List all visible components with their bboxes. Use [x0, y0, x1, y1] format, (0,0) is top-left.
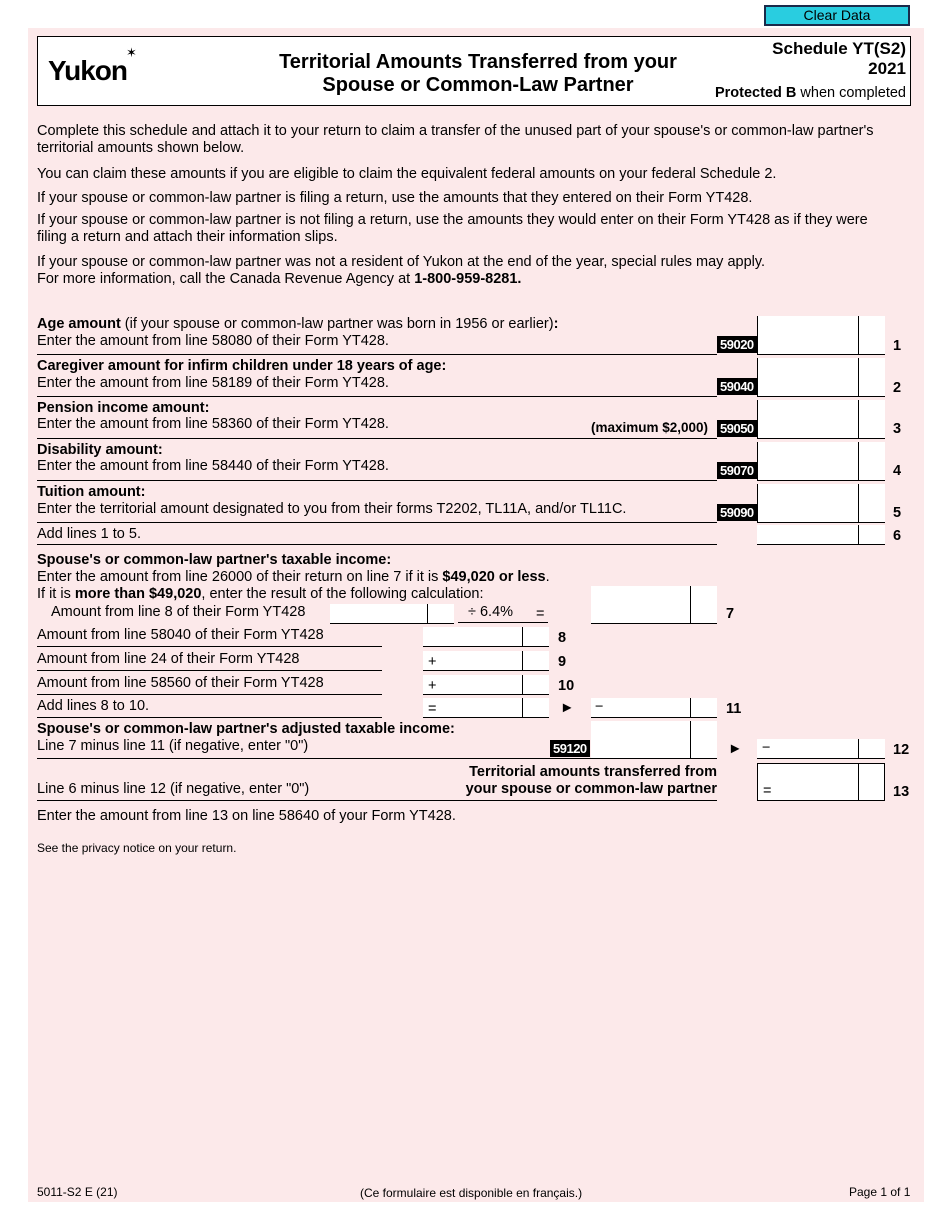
- line-3-code: 59050: [717, 420, 757, 437]
- line-5-title: Tuition amount:: [37, 484, 146, 500]
- line-6-number: 6: [893, 528, 902, 544]
- line-1-title: Age amount (if your spouse or common-law partner was born in 1956 or earlier):: [37, 316, 559, 332]
- line-2-cents-input[interactable]: [859, 358, 885, 397]
- line-2-amount-input[interactable]: [757, 358, 859, 397]
- line-3-rule: [37, 438, 717, 439]
- intro-paragraph-5: If your spouse or common-law partner was not a resident of Yukon at the end of the year, special rules may apply. For more information, call the Canada Revenue Agency at 1-800-959-8281.: [37, 254, 766, 287]
- line-13-amount-output[interactable]: [757, 763, 859, 801]
- line-2-rule: [37, 396, 717, 397]
- line-6-rule: [37, 544, 717, 545]
- line-7-calc-amount-input[interactable]: [330, 604, 428, 624]
- line-9-amount-input[interactable]: [423, 651, 523, 671]
- line-7-title: Spouse's or common-law partner's taxable income:: [37, 552, 392, 568]
- line-8-number: 8: [558, 630, 567, 646]
- line-10-rule: [37, 694, 382, 695]
- line-1-rule: [37, 354, 717, 355]
- line-11-label: Add lines 8 to 10.: [37, 698, 150, 714]
- line-13-cents-output[interactable]: [859, 763, 885, 801]
- line-11-minus: −: [595, 699, 604, 715]
- clear-data-button[interactable]: Clear Data: [764, 5, 910, 26]
- line-13-rule: [37, 800, 717, 801]
- line-12-calc-cents-input[interactable]: [691, 721, 717, 759]
- yukon-logo-star-icon: ✶: [126, 45, 137, 60]
- line-5-number: 5: [893, 505, 902, 521]
- line-11-sum-output[interactable]: [423, 698, 523, 718]
- line-3-maximum: (maximum $2,000): [591, 420, 709, 435]
- line-12-calc-amount-input[interactable]: [591, 721, 691, 759]
- line-1-amount-input[interactable]: [757, 316, 859, 355]
- line-3-instruction: Enter the amount from line 58360 of their Form YT428.: [37, 416, 389, 432]
- schedule-id: Schedule YT(S2) 2021: [772, 39, 906, 78]
- line-9-plus: +: [428, 654, 437, 670]
- line-9-label: Amount from line 24 of their Form YT428: [37, 651, 300, 667]
- line-11-rule: [37, 717, 382, 718]
- line-13-equals: =: [763, 783, 772, 799]
- line-6-label: Add lines 1 to 5.: [37, 526, 141, 542]
- form-title: Territorial Amounts Transferred from your Spouse or Common-Law Partner: [279, 51, 677, 96]
- intro-paragraph-1: Complete this schedule and attach it to your return to claim a transfer of the unused part of your spouse's or common-law partner's territorial amounts shown below.: [37, 123, 874, 156]
- line-12-minus: −: [762, 740, 771, 756]
- form-header: [37, 36, 911, 106]
- line-10-label: Amount from line 58560 of their Form YT428: [37, 675, 324, 691]
- line-8-amount-input[interactable]: [423, 627, 523, 647]
- line-11-arrow-icon: ►: [560, 700, 575, 716]
- line-10-amount-input[interactable]: [423, 675, 523, 695]
- line-7-divisor-rule: [458, 622, 548, 623]
- protected-notice: Protected B when completed: [714, 85, 906, 101]
- line-13-title: Territorial amounts transferred from your spouse or common-law partner: [465, 764, 717, 797]
- line-12-arrow-icon: ►: [728, 741, 743, 757]
- line-7-calc-equals: =: [536, 606, 545, 622]
- line-12-amount-input[interactable]: [757, 739, 859, 759]
- line-1-instruction: Enter the amount from line 58080 of their Form YT428.: [37, 333, 389, 349]
- line-7-amount-input[interactable]: [591, 586, 691, 624]
- line-3-amount-input[interactable]: [757, 400, 859, 439]
- line-2-number: 2: [893, 380, 902, 396]
- line-2-instruction: Enter the amount from line 58189 of their Form YT428.: [37, 375, 389, 391]
- line-9-rule: [37, 670, 382, 671]
- line-6-cents-output[interactable]: [859, 525, 885, 545]
- line-6-amount-output[interactable]: [757, 525, 859, 545]
- line-3-title: Pension income amount:: [37, 400, 210, 416]
- line-12-rule: [37, 758, 717, 759]
- line-8-rule: [37, 646, 382, 647]
- line-12-code: 59120: [550, 740, 590, 757]
- line-1-code: 59020: [717, 336, 757, 353]
- line-5-cents-input[interactable]: [859, 484, 885, 523]
- line-5-code: 59090: [717, 504, 757, 521]
- line-4-rule: [37, 480, 717, 481]
- line-4-cents-input[interactable]: [859, 442, 885, 481]
- line-12-title: Spouse's or common-law partner's adjusted taxable income:: [37, 721, 455, 737]
- page-number: Page 1 of 1: [849, 1185, 911, 1199]
- line-7-cents-input[interactable]: [691, 586, 717, 624]
- line-13-number: 13: [893, 784, 910, 800]
- line-11-cents-input[interactable]: [691, 698, 717, 718]
- yukon-logo: Yukon: [48, 55, 128, 86]
- intro-paragraph-2: You can claim these amounts if you are eligible to claim the equivalent federal amounts on your federal Schedule 2.: [37, 166, 777, 182]
- line-4-instruction: Enter the amount from line 58440 of their Form YT428.: [37, 458, 389, 474]
- line-11-amount-input[interactable]: [591, 698, 691, 718]
- privacy-notice: See the privacy notice on your return.: [37, 841, 237, 855]
- line-4-amount-input[interactable]: [757, 442, 859, 481]
- line-8-label: Amount from line 58040 of their Form YT428: [37, 627, 324, 643]
- line-3-cents-input[interactable]: [859, 400, 885, 439]
- line-7-instruction: Enter the amount from line 26000 of their return on line 7 if it is $49,020 or less.: [37, 569, 550, 585]
- line-5-amount-input[interactable]: [757, 484, 859, 523]
- line-4-title: Disability amount:: [37, 442, 163, 458]
- form-id: 5011-S2 E (21): [37, 1185, 118, 1199]
- intro-paragraph-3: If your spouse or common-law partner is filing a return, use the amounts that they entered on their Form YT428.: [37, 190, 753, 206]
- line-7-divisor: ÷ 6.4%: [468, 604, 514, 620]
- line-10-cents-input[interactable]: [523, 675, 549, 695]
- line-7-condition: If it is more than $49,020, enter the result of the following calculation:: [37, 586, 484, 602]
- line-1-cents-input[interactable]: [859, 316, 885, 355]
- french-notice: (Ce formulaire est disponible en français.): [360, 1186, 583, 1200]
- line-1-number: 1: [893, 338, 902, 354]
- line-12-cents-input[interactable]: [859, 739, 885, 759]
- line-13-label: Line 6 minus line 12 (if negative, enter "0"): [37, 781, 310, 797]
- line-5-rule: [37, 522, 717, 523]
- line-5-instruction: Enter the territorial amount designated to you from their forms T2202, TL11A, and/or TL11C.: [37, 501, 627, 517]
- line-11-sum-cents-output[interactable]: [523, 698, 549, 718]
- line-3-number: 3: [893, 421, 902, 437]
- line-2-title: Caregiver amount for infirm children under 18 years of age:: [37, 358, 447, 374]
- intro-paragraph-4: If your spouse or common-law partner is not filing a return, use the amounts they would enter on their Form YT428 as if they were filing a return and attach their information slips.: [37, 212, 868, 245]
- line-7-calc-label: Amount from line 8 of their Form YT428: [51, 604, 306, 620]
- final-instruction: Enter the amount from line 13 on line 58640 of your Form YT428.: [37, 808, 456, 824]
- line-4-number: 4: [893, 463, 902, 479]
- line-11-equals: =: [428, 701, 437, 717]
- line-8-cents-input[interactable]: [523, 627, 549, 647]
- line-4-code: 59070: [717, 462, 757, 479]
- line-9-cents-input[interactable]: [523, 651, 549, 671]
- line-9-number: 9: [558, 654, 567, 670]
- line-10-number: 10: [558, 678, 575, 694]
- line-7-number: 7: [726, 606, 735, 622]
- line-7-calc-cents-input[interactable]: [428, 604, 454, 624]
- line-11-number: 11: [726, 701, 742, 717]
- line-10-plus: +: [428, 678, 437, 694]
- line-2-code: 59040: [717, 378, 757, 395]
- line-12-number: 12: [893, 742, 910, 758]
- line-12-instruction: Line 7 minus line 11 (if negative, enter "0"): [37, 738, 309, 754]
